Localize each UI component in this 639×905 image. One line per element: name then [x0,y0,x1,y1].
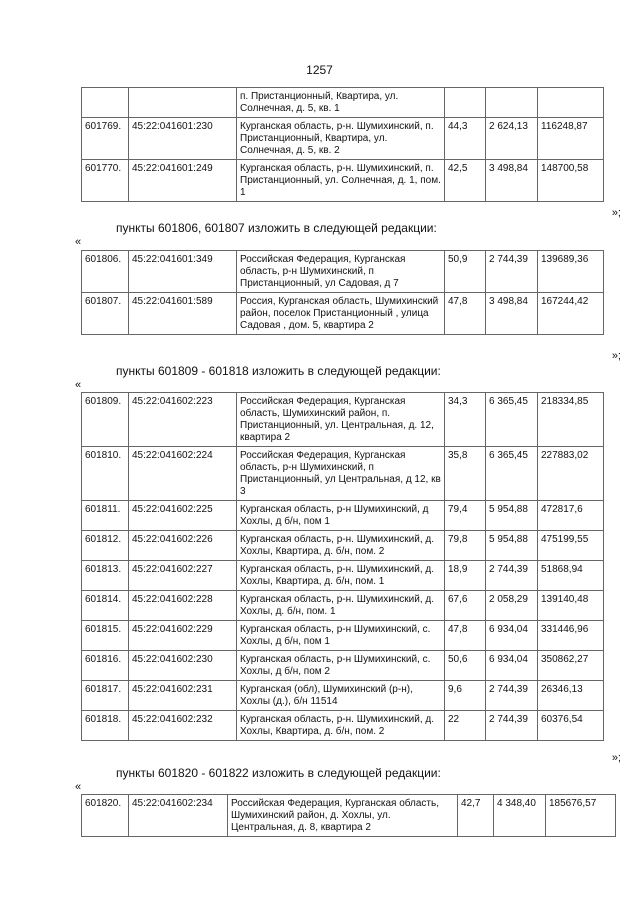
unit-value-cell: 4 348,40 [494,795,546,837]
item-number-cell: 601811. [82,501,129,531]
address-cell: Курганская область, р-н. Шумихинский, д. Хохлы, Квартира, д. б/н, пом. 2 [237,711,445,741]
table-row [82,251,604,293]
property-table-3 [81,392,604,741]
table-row [82,531,604,561]
area-cell: 79,8 [445,531,486,561]
table-row [82,711,604,741]
cadastral-value-cell: 472817,6 [538,501,604,531]
cadastral-number-cell: 45:22:041602:231 [129,681,237,711]
cadastral-value-cell: 139689,36 [538,251,604,293]
unit-value-cell: 2 744,39 [486,561,538,591]
cadastral-number-cell: 45:22:041601:589 [129,293,237,335]
unit-value-cell: 6 365,45 [486,393,538,447]
area-cell: 50,9 [445,251,486,293]
item-number-cell: 601815. [82,621,129,651]
area-cell: 35,8 [445,447,486,501]
cadastral-number-cell: 45:22:041602:230 [129,651,237,681]
item-number-cell: 601818. [82,711,129,741]
item-number-cell: 601770. [82,160,129,202]
area-cell: 79,4 [445,501,486,531]
cadastral-number-cell: 45:22:041602:223 [129,393,237,447]
property-table-1 [81,87,604,202]
cadastral-number-cell: 45:22:041602:234 [129,795,228,837]
close-quote: »; [611,350,621,362]
unit-value-cell: 6 365,45 [486,447,538,501]
address-cell: Курганская область, р-н. Шумихинский, п. Пристанционный, Квартира, ул. Солнечная, д. 5, кв. 2 [237,118,445,160]
table-row [82,621,604,651]
cadastral-value-cell: 51868,94 [538,561,604,591]
unit-value-cell [486,88,538,118]
open-quote: « [75,781,82,793]
cadastral-number-cell: 45:22:041601:230 [129,118,237,160]
item-number-cell: 601820. [82,795,129,837]
cadastral-value-cell [538,88,604,118]
area-cell: 34,3 [445,393,486,447]
table-row [82,393,604,447]
instruction-text: пункты 601809 - 601818 изложить в следующей редакции: [116,364,441,378]
unit-value-cell: 2 744,39 [486,251,538,293]
table-row [82,651,604,681]
table-row [82,118,604,160]
instruction-text: пункты 601806, 601807 изложить в следующей редакции: [116,221,437,235]
cadastral-number-cell: 45:22:041602:227 [129,561,237,591]
cadastral-number-cell: 45:22:041602:224 [129,447,237,501]
property-table-4 [81,794,616,837]
unit-value-cell: 2 744,39 [486,681,538,711]
area-cell: 67,6 [445,591,486,621]
item-number-cell [82,88,129,118]
cadastral-value-cell: 26346,13 [538,681,604,711]
cadastral-number-cell: 45:22:041602:229 [129,621,237,651]
area-cell: 47,8 [445,621,486,651]
cadastral-number-cell: 45:22:041602:226 [129,531,237,561]
table-row [82,591,604,621]
item-number-cell: 601769. [82,118,129,160]
address-cell: Российская Федерация, Курганская область, Шумихинский район, д. Хохлы, ул. Центральная, д. 8, квартира 2 [228,795,458,837]
close-quote: »; [611,752,621,764]
cadastral-value-cell: 185676,57 [546,795,616,837]
area-cell: 18,9 [445,561,486,591]
item-number-cell: 601810. [82,447,129,501]
unit-value-cell: 3 498,84 [486,160,538,202]
unit-value-cell: 3 498,84 [486,293,538,335]
area-cell: 9,6 [445,681,486,711]
address-cell: Российская Федерация, Курганская область, р-н Шумихинский, п Пристанционный, ул Садовая, д 7 [237,251,445,293]
cadastral-number-cell: 45:22:041602:225 [129,501,237,531]
area-cell [445,88,486,118]
cadastral-value-cell: 475199,55 [538,531,604,561]
item-number-cell: 601813. [82,561,129,591]
table-row [82,160,604,202]
unit-value-cell: 2 058,29 [486,591,538,621]
cadastral-value-cell: 227883,02 [538,447,604,501]
unit-value-cell: 5 954,88 [486,531,538,561]
page-number: 1257 [306,63,333,77]
address-cell: Российская Федерация, Курганская область, Шумихинский район, п. Пристанционный, ул. Центральная, д. 12, квартира 2 [237,393,445,447]
area-cell: 42,7 [458,795,494,837]
open-quote: « [75,236,82,248]
item-number-cell: 601812. [82,531,129,561]
item-number-cell: 601807. [82,293,129,335]
table-row [82,88,604,118]
unit-value-cell: 2 624,13 [486,118,538,160]
area-cell: 22 [445,711,486,741]
cadastral-number-cell [129,88,237,118]
table-row [82,561,604,591]
item-number-cell: 601814. [82,591,129,621]
cadastral-number-cell: 45:22:041602:232 [129,711,237,741]
table-row [82,293,604,335]
area-cell: 50,6 [445,651,486,681]
address-cell: Курганская область, р-н. Шумихинский, д. Хохлы, д. б/н, пом. 1 [237,591,445,621]
cadastral-number-cell: 45:22:041601:349 [129,251,237,293]
unit-value-cell: 2 744,39 [486,711,538,741]
item-number-cell: 601816. [82,651,129,681]
instruction-text: пункты 601820 - 601822 изложить в следующей редакции: [116,766,441,780]
unit-value-cell: 5 954,88 [486,501,538,531]
table-row [82,795,616,837]
cadastral-value-cell: 350862,27 [538,651,604,681]
table-row [82,681,604,711]
unit-value-cell: 6 934,04 [486,651,538,681]
item-number-cell: 601806. [82,251,129,293]
item-number-cell: 601809. [82,393,129,447]
item-number-cell: 601817. [82,681,129,711]
address-cell: Курганская область, р-н Шумихинский, д Хохлы, д б/н, пом 1 [237,501,445,531]
unit-value-cell: 6 934,04 [486,621,538,651]
cadastral-value-cell: 167244,42 [538,293,604,335]
address-cell: Курганская область, р-н. Шумихинский, д. Хохлы, Квартира, д. б/н, пом. 2 [237,531,445,561]
close-quote: »; [611,207,621,219]
address-cell: п. Пристанционный, Квартира, ул. Солнечная, д. 5, кв. 1 [237,88,445,118]
address-cell: Российская Федерация, Курганская область, р-н Шумихинский, п Пристанционный, ул Центральная, д 12, кв 3 [237,447,445,501]
address-cell: Курганская (обл), Шумихинский (р-н), Хохлы (д.), б/н 11514 [237,681,445,711]
property-table-2 [81,250,604,335]
cadastral-value-cell: 331446,96 [538,621,604,651]
address-cell: Курганская область, р-н Шумихинский, с. Хохлы, д б/н, пом 2 [237,651,445,681]
open-quote: « [75,379,82,391]
address-cell: Курганская область, р-н. Шумихинский, д. Хохлы, Квартира, д. б/н, пом. 1 [237,561,445,591]
cadastral-number-cell: 45:22:041602:228 [129,591,237,621]
address-cell: Курганская область, р-н. Шумихинский, п. Пристанционный, ул. Солнечная, д. 1, пом. 1 [237,160,445,202]
cadastral-value-cell: 139140,48 [538,591,604,621]
address-cell: Россия, Курганская область, Шумихинский район, поселок Пристанционный , улица Садовая , дом. 5, квартира 2 [237,293,445,335]
cadastral-value-cell: 116248,87 [538,118,604,160]
address-cell: Курганская область, р-н Шумихинский, с. Хохлы, д б/н, пом 1 [237,621,445,651]
cadastral-value-cell: 148700,58 [538,160,604,202]
cadastral-value-cell: 218334,85 [538,393,604,447]
area-cell: 44,3 [445,118,486,160]
cadastral-value-cell: 60376,54 [538,711,604,741]
table-row [82,501,604,531]
area-cell: 42,5 [445,160,486,202]
cadastral-number-cell: 45:22:041601:249 [129,160,237,202]
table-row [82,447,604,501]
area-cell: 47,8 [445,293,486,335]
